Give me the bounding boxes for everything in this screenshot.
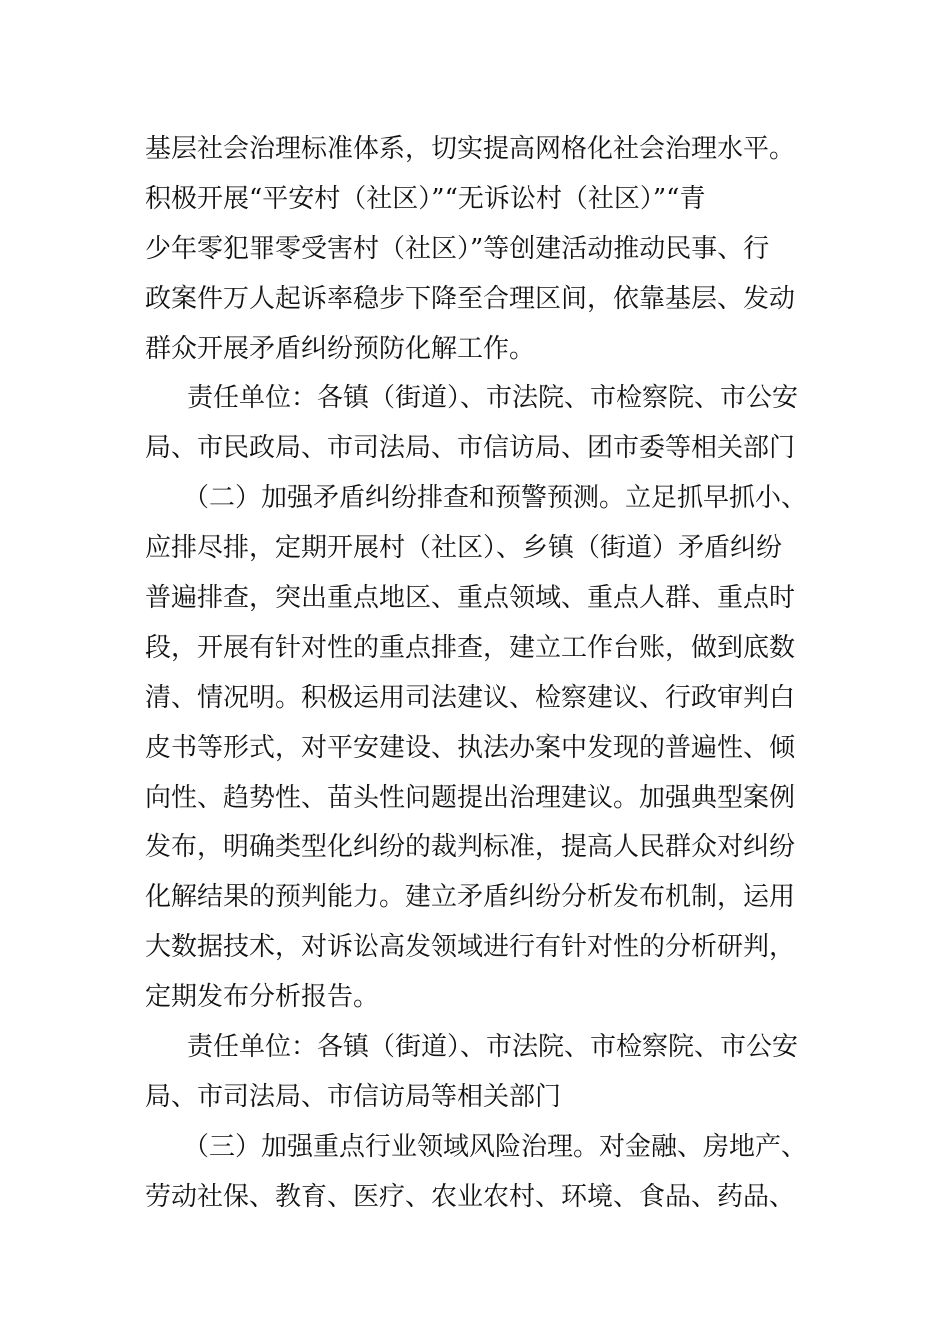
section-heading-line: （二）加强矛盾纠纷排查和预警预测。立足抓早抓小、 (183, 483, 808, 514)
body-text (145, 125, 810, 1223)
text-line: 政案件万人起诉率稳步下降至合理区间，依靠基层、发动 (145, 283, 796, 314)
text-line: 清、情况明。积极运用司法建议、检察建议、行政审判白 (145, 682, 796, 713)
text-line: 化解结果的预判能力。建立矛盾纠纷分析发布机制，运用 (145, 882, 796, 913)
text-line: 大数据技术，对诉讼高发领域进行有针对性的分析研判， (145, 932, 796, 963)
responsibility-line: 责任单位：各镇（街道）、市法院、市检察院、市公安 (187, 1032, 799, 1063)
text-line: 群众开展矛盾纠纷预防化解工作。 (145, 333, 536, 364)
text-line: 劳动社保、教育、医疗、农业农村、环境、食品、药品、 (145, 1181, 796, 1212)
text-line: 皮书等形式，对平安建设、执法办案中发现的普遍性、倾 (145, 732, 796, 763)
text-line: 局、市司法局、市信访局等相关部门 (145, 1081, 562, 1112)
text-line: 应排尽排，定期开展村（社区）、乡镇（街道）矛盾纠纷 (145, 533, 783, 564)
text-line: 局、市民政局、市司法局、市信访局、团市委等相关部门 (145, 433, 796, 464)
text-line: 普遍排查，突出重点地区、重点领域、重点人群、重点时 (145, 583, 796, 614)
text-line: 向性、趋势性、苗头性问题提出治理建议。加强典型案例 (145, 782, 796, 813)
text-line: 发布，明确类型化纠纷的裁判标准，提高人民群众对纠纷 (145, 832, 796, 863)
text-line: 积极开展“平安村（社区）”“无诉讼村（社区）”“青 (145, 183, 706, 214)
section-heading-line: （三）加强重点行业领域风险治理。对金融、房地产、 (183, 1131, 808, 1162)
text-line: 基层社会治理标准体系，切实提高网格化社会治理水平。 (145, 134, 796, 164)
text-line: 段，开展有针对性的重点排查，建立工作台账，做到底数 (145, 632, 796, 663)
text-line: 少年零犯罪零受害村（社区）”等创建活动推动民事、行 (145, 233, 770, 264)
text-line: 定期发布分析报告。 (145, 982, 380, 1013)
responsibility-line: 责任单位：各镇（街道）、市法院、市检察院、市公安 (187, 383, 799, 414)
